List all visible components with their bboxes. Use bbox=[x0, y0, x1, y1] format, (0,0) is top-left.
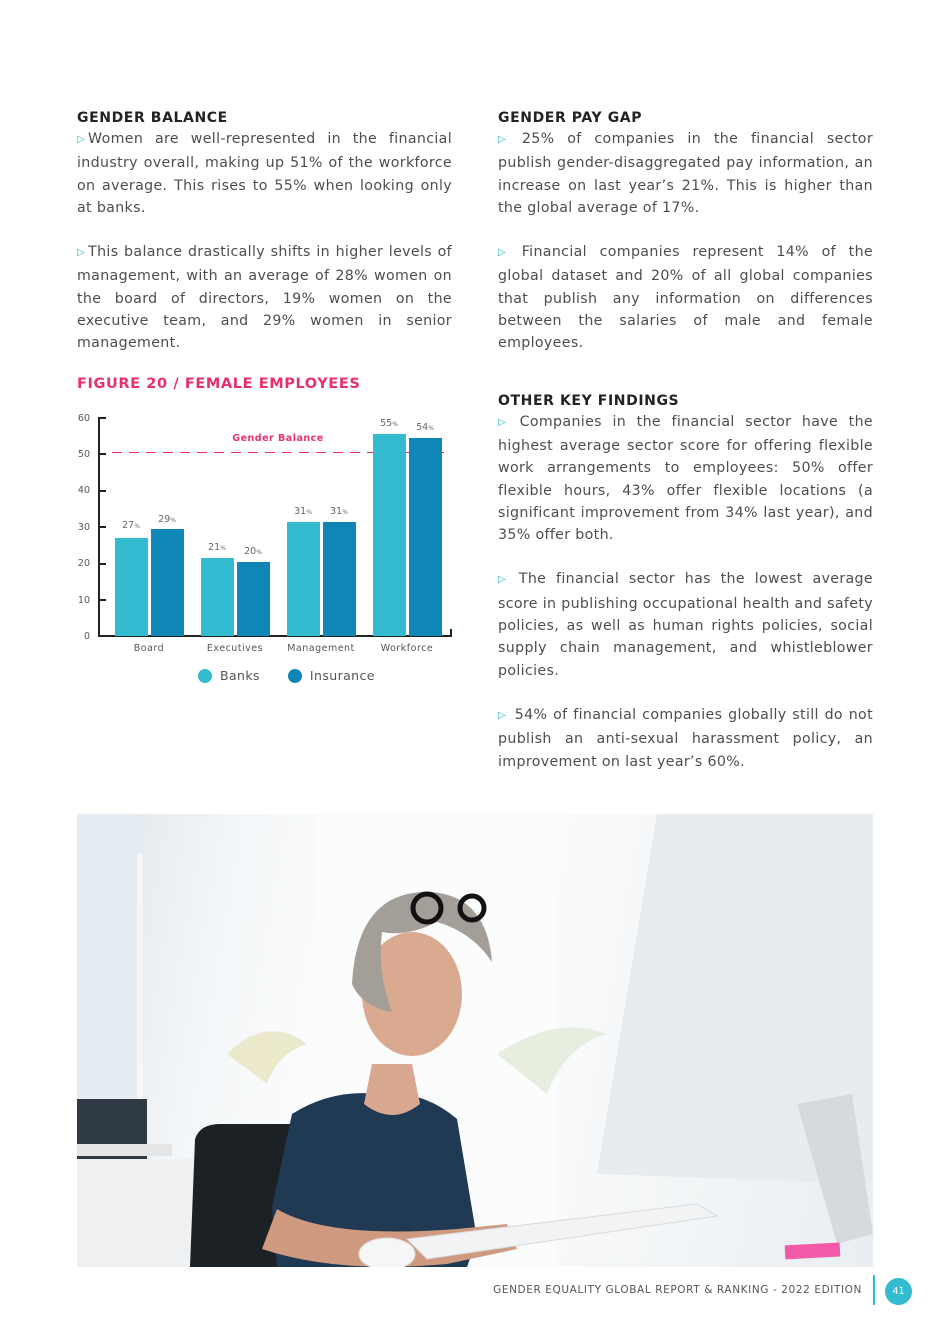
x-category-label: Executives bbox=[206, 643, 264, 654]
value-label: 31% bbox=[294, 506, 312, 517]
paragraph: ▷ Women are well-represented in the financial industry overall, making up 51% of the workforce on average. This rises to 55% when looking only at banks. bbox=[77, 131, 452, 216]
figure-title: FIGURE 20 / FEMALE EMPLOYEES bbox=[77, 376, 361, 392]
x-category-label: Board bbox=[133, 643, 165, 654]
legend-dot-icon bbox=[198, 669, 212, 683]
legend-item-insurance: Insurance bbox=[288, 668, 375, 683]
triangle-bullet-icon: ▷ bbox=[77, 134, 86, 145]
woman-at-computer-image bbox=[77, 814, 873, 1267]
y-tick bbox=[98, 563, 106, 565]
left-column bbox=[77, 108, 452, 355]
x-category-label: Workforce bbox=[380, 643, 434, 654]
legend-item-banks: Banks bbox=[198, 668, 260, 683]
x-category-label: Management bbox=[287, 643, 355, 654]
section-title-gender-pay-gap: GENDER PAY GAP bbox=[498, 110, 643, 126]
page-number-badge: 41 bbox=[885, 1278, 912, 1305]
value-label: 31% bbox=[330, 506, 348, 517]
section-title-gender-balance: GENDER BALANCE bbox=[77, 110, 228, 126]
value-label: 29% bbox=[158, 514, 176, 525]
y-tick-label: 30 bbox=[77, 522, 90, 533]
y-tick-label: 20 bbox=[77, 558, 90, 569]
value-label: 54% bbox=[416, 422, 434, 433]
paragraph: ▷ The financial sector has the lowest average score in publishing occupational health and safety policies, as well as human rights policies, social supply chain management, and whistleblower policies. bbox=[498, 571, 873, 679]
bar-board-banks bbox=[115, 538, 148, 636]
triangle-bullet-icon: ▷ bbox=[498, 247, 507, 259]
bar-board-insurance bbox=[151, 529, 184, 636]
legend-dot-icon bbox=[288, 669, 302, 683]
bar-executives-insurance bbox=[237, 562, 270, 636]
paragraph: ▷ 54% of financial companies globally still do not publish an anti-sexual harassment policy, an improvement on last year’s 60%. bbox=[498, 706, 873, 770]
section-title-other-key-findings: OTHER KEY FINDINGS bbox=[498, 392, 680, 409]
office-photo bbox=[77, 814, 873, 1267]
paragraph: ▷ 25% of companies in the financial sector publish gender-disaggregated pay information, an increase on last year’s 21%. This is higher than the global average of 17%. bbox=[498, 131, 873, 216]
bar-executives-banks bbox=[201, 558, 234, 636]
paragraph: ▷ Financial companies represent 14% of the global dataset and 20% of all global companies that publish any information on differences between the salaries of male and female employees. bbox=[498, 244, 873, 352]
gender-balance-label: Gender Balance bbox=[232, 433, 324, 444]
bar-workforce-banks bbox=[373, 434, 406, 636]
y-tick bbox=[98, 417, 106, 419]
bar-workforce-insurance bbox=[409, 438, 442, 636]
footer-divider bbox=[873, 1275, 875, 1305]
triangle-bullet-icon: ▷ bbox=[498, 709, 507, 721]
y-tick bbox=[98, 599, 106, 601]
value-label: 27% bbox=[122, 520, 140, 531]
y-tick-label: 50 bbox=[77, 449, 90, 460]
right-column bbox=[498, 108, 873, 773]
value-label: 20% bbox=[244, 546, 262, 557]
y-tick bbox=[98, 490, 106, 492]
triangle-bullet-icon: ▷ bbox=[77, 247, 86, 259]
triangle-bullet-icon: ▷ bbox=[498, 134, 507, 145]
y-tick-label: 60 bbox=[77, 413, 90, 424]
paragraph: ▷ Companies in the financial sector have the highest average sector score for offering flexible work arrangements to employees: 50% offer flexible hours, 43% offer flexible locations (a significant improvement from 34% last year), and 35% offer both. bbox=[498, 413, 873, 544]
footer-report-title: GENDER EQUALITY GLOBAL REPORT & RANKING - 2022 EDITION bbox=[493, 1284, 862, 1296]
triangle-bullet-icon: ▷ bbox=[498, 416, 507, 428]
bar-management-banks bbox=[287, 522, 320, 636]
chart-legend bbox=[198, 668, 403, 683]
y-tick bbox=[98, 453, 106, 455]
x-axis-end-tick bbox=[450, 629, 452, 636]
y-tick-label: 10 bbox=[77, 595, 90, 606]
value-label: 55% bbox=[380, 418, 398, 429]
value-label: 21% bbox=[208, 542, 226, 553]
triangle-bullet-icon: ▷ bbox=[498, 574, 507, 586]
y-tick-label: 0 bbox=[83, 631, 90, 642]
y-tick-label: 40 bbox=[77, 485, 90, 496]
paragraph: ▷ This balance drastically shifts in higher levels of management, with an average of 28% women on the board of directors, 19% women on the executive team, and 29% women in senior management. bbox=[77, 244, 452, 352]
bar-management-insurance bbox=[323, 522, 356, 636]
y-tick bbox=[98, 526, 106, 528]
